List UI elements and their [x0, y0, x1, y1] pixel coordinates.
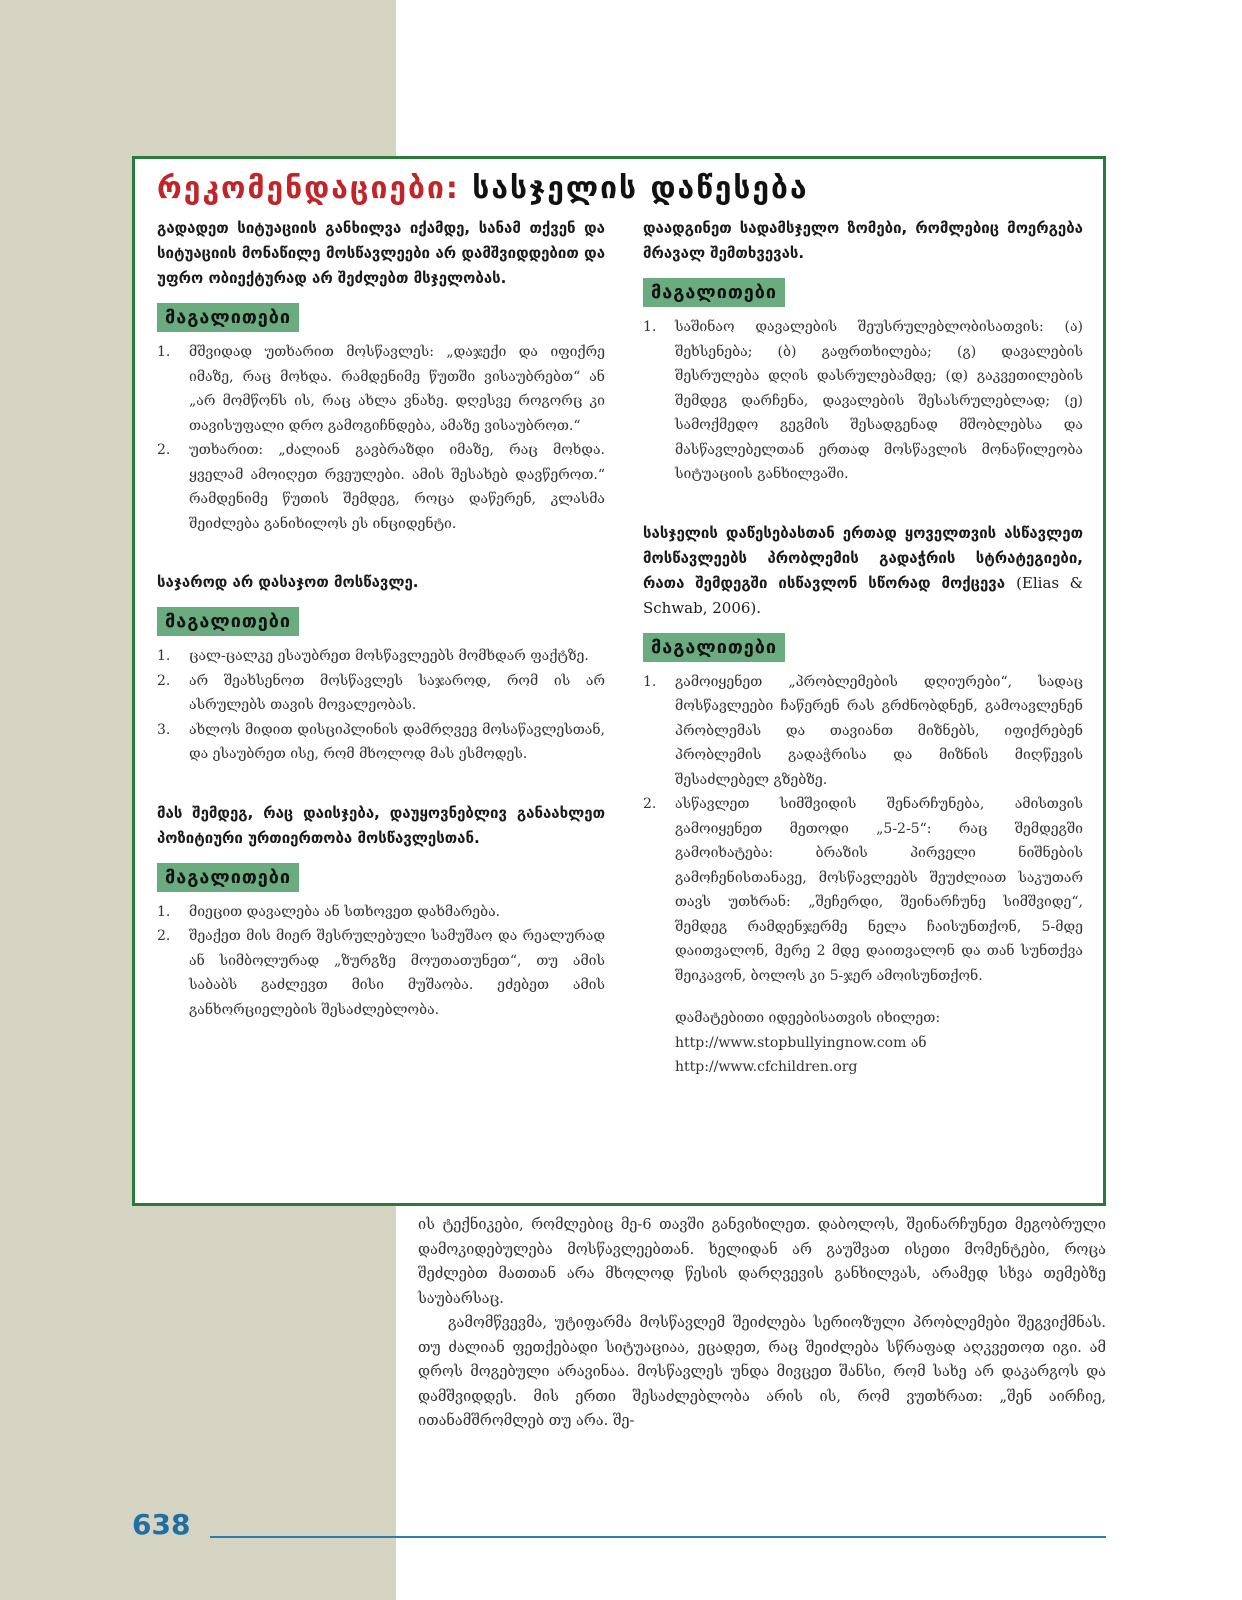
list-item: 1. ცალ-ცალკე ესაუბრეთ მოსწავლეებს მომხდარ ფაქტზე. [157, 648, 589, 664]
list-item: 2. შეაქეთ მის მიერ შესრულებული სამუშაო და რეალურად ან სიმბოლურად „ზურგზე მოუთათუნეთ“, თუ ამის საბაბს გაძლევთ მისი მუშაობა. ეძებეთ ამის განხორციელების შესაძლებლობა. [157, 928, 605, 1018]
resource-link[interactable]: http://www.stopbullyingnow.com [675, 1034, 907, 1051]
body-paragraph: გამომწვევმა, უტიფარმა მოსწავლემ შეიძლება სერიოზული პრობლემები შეგვიქმნას. თუ ძალიან ფეთქებადი სიტუაციაა, ეცადეთ, რაც შეიძლება სწრაფად აღკვეთოთ იგი. ამ დროს მოგებული არავინაა. მოსწავლეს უნდა მივცეთ შანსი, რომ სახე არ დაკარგოს და დამშვიდდეს. მის ერთი შესაძლებლობა არის ის, რომ ვუთხრათ: „შენ აირჩიე, ითანამშრომლებ თუ არა. შე- [418, 1315, 1106, 1429]
examples-badge: მაგალითები [157, 863, 299, 892]
lead-paragraph: საჯაროდ არ დასაჯოთ მოსწავლე. [157, 573, 419, 591]
examples-badge: მაგალითები [643, 633, 785, 662]
list-item: 2. უთხარით: „ძალიან გავბრაზდი იმაზე, რაც მოხდა. ყველამ ამოიღეთ რვეულები. ამის შესახებ დავწეროთ.“ რამდენიმე წუთის შემდეგ, როცა დაწერენ, კლასმა შეიძლება განიხილოს ეს ინციდენტი. [157, 442, 605, 532]
examples-list [643, 315, 1083, 487]
resource-link-line: http://www.stopbullyingnow.com ან [675, 1034, 927, 1051]
body-text [418, 1213, 1106, 1434]
list-item: 3. ახლოს მიდით დისციპლინის დამრღვევ მოსაწავლესთან, და ესაუბრეთ ისე, რომ მხოლოდ მას ესმოდეს. [157, 721, 605, 762]
list-item: 1. გამოიყენეთ „პრობლემების დღიურები“, სადაც მოსწავლეები ჩაწერენ რას გრძნობდნენ, გამოავლენენ პრობლემას და თავიანთ მიზნებს, იფიქრებენ პრობლემის გადაჭრისა და მიზნის მიღწევის შესაძლებელ გზებზე. [643, 673, 1083, 788]
examples-badge: მაგალითები [157, 607, 299, 636]
right-column [643, 216, 1083, 1080]
citation: (Elias & Schwab, 2006). [643, 573, 1083, 617]
resource-link[interactable]: http://www.cfchildren.org [675, 1059, 858, 1075]
box-title [157, 171, 1083, 206]
lead-paragraph: სასჯელის დაწესებასთან ერთად ყოველთვის ასწავლეთ მოსწავლეებს პრობლემის გადაჭრის სტრატეგიები, რათა შემდეგში ისწავლონ სწორად მოქცევა (Elias & Schwab, 2006). [643, 523, 1083, 617]
examples-list [157, 644, 605, 767]
page-number: 638 [132, 1508, 191, 1541]
list-item: 2. ასწავლეთ სიმშვიდის შენარჩუნება, ამისთვის გამოიყენეთ მეთოდი „5-2-5“: რაც შემდეგში გამოიხატება: ბრაზის პირველი ნიშნების გამოჩენისთანავე, მოსწავლეებს შეუძლიათ საკუთარ თავს უთხრან: „შეჩერდი, შეინარჩუნე სიმშვიდე“, შემდეგ რამდენჯერმე ნელა ჩაისუნთქონ, 5-მდე დაითვალონ, მერე 2 მდე დაითვალონ და თან სუნთქვა შეიკავონ, ბოლოს კი 5-ჯერ ამოისუნთქონ. [643, 796, 1083, 984]
box-title-label: რეკომენდაციები: [157, 171, 460, 206]
lead-paragraph: გადადეთ სიტუაციის განხილვა იქამდე, სანამ თქვენ და სიტუაციის მონაწილე მოსწავლეები არ დამშვიდდებით და უფრო ობიექტურად არ შეძლებთ მსჯელობას. [157, 219, 605, 287]
footer-rule [210, 1536, 1106, 1538]
list-item: 1. მშვიდად უთხარით მოსწავლეს: „დაჯექი და იფიქრე იმაზე, რაც მოხდა. რამდენიმე წუთში ვისაუბრებთ“ ან „არ მომწონს ის, რაც ახლა ვნახე. დღესვე როგორც კი თავისუფალი დრო გამოგიჩნდება, ამაზე ვისაუბროთ.“ [157, 344, 605, 434]
list-item: 2. არ შეახსენოთ მოსწავლეს საჯაროდ, რომ ის არ ასრულებს თავის მოვალეობას. [157, 672, 605, 713]
more-ideas-label: დამატებითი იდეებისათვის იხილეთ: [675, 1010, 941, 1026]
examples-list [157, 340, 605, 536]
lead-paragraph: დაადგინეთ სადამსჯელო ზომები, რომლებიც მოერგება მრავალ შემთხვევას. [643, 219, 1083, 262]
lead-paragraph: მას შემდეგ, რაც დაისჯება, დაუყოვნებლივ განაახლეთ პოზიტიური ურთიერთობა მოსწავლესთან. [157, 803, 605, 847]
list-item: 1. მიეცით დავალება ან სთხოვეთ დახმარება. [157, 903, 501, 920]
examples-badge: მაგალითები [643, 278, 785, 307]
examples-list [643, 670, 1083, 989]
list-item: 1. საშინაო დავალების შეუსრულებლობისათვის: (ა) შეხსენება; (ბ) გაფრთხილება; (გ) დავალების შესრულება დღის დასრულებამდე; (დ) გაკვეთილების შემდეგ დარჩენა, დავალების შესასრულებლად; (ე) სამოქმედო გეგმის შესადგენად მშობლებსა და მასწავლებელთან ერთად მოსწავლის მონაწილეობა სიტუაციის განხილვაში. [643, 319, 1083, 482]
box-title-topic: სასჯელის დაწესება [472, 171, 809, 206]
recommendations-box [132, 156, 1106, 1206]
examples-list [157, 900, 605, 1023]
examples-badge: მაგალითები [157, 303, 299, 332]
body-paragraph: ის ტექნიკები, რომლებიც მე-6 თავში განვიხილეთ. დაბოლოს, შეინარჩუნეთ მეგობრული დამოკიდებულება მოსწავლეებთან. ხელიდან არ გაუშვათ ისეთი მომენტები, როცა შეძლებთ მათთან არა მხოლოდ წესის დარღვევის განხილვას, არამედ სხვა თემებზე საუბარსაც. [418, 1217, 1106, 1307]
left-column [157, 216, 605, 1080]
